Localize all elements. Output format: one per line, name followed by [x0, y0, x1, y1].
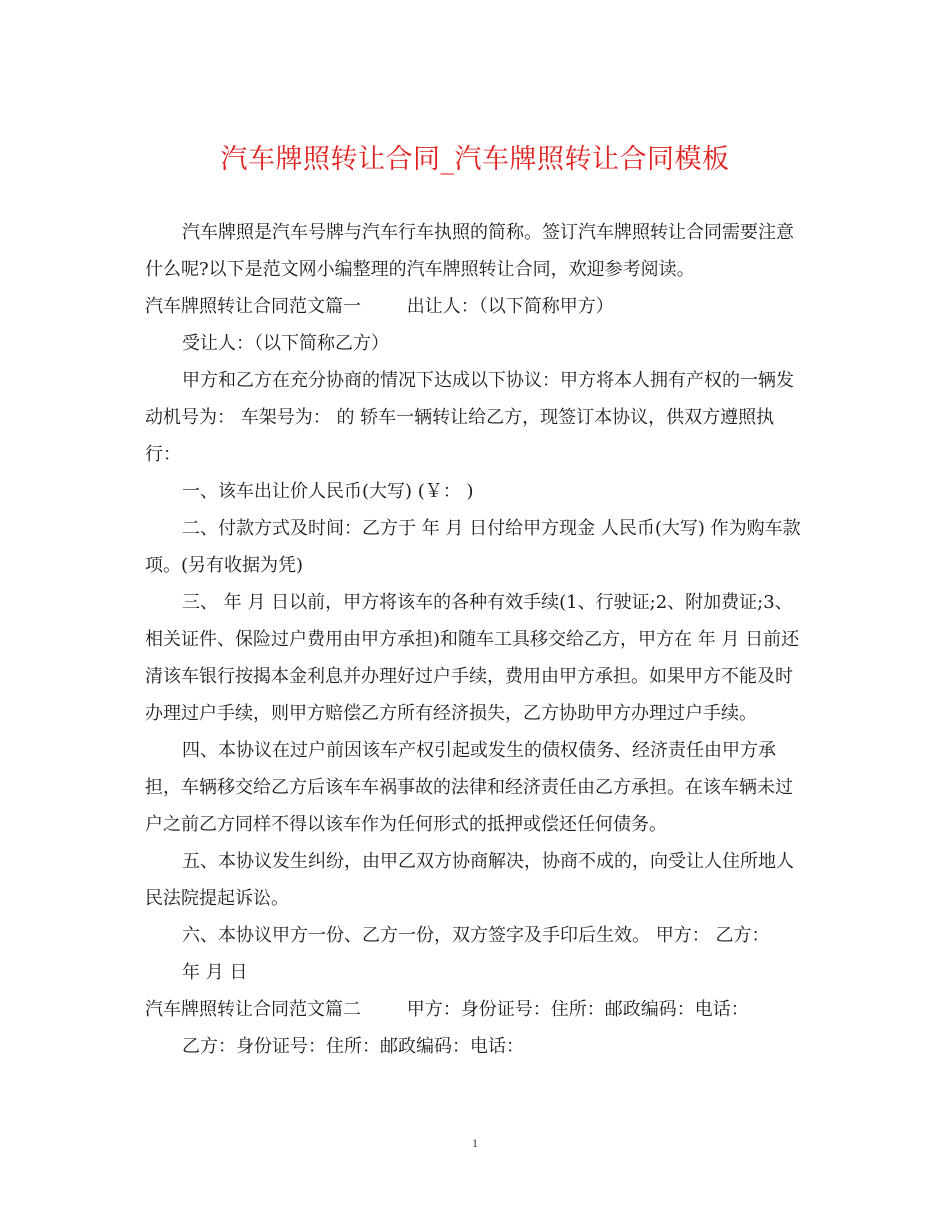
paragraph-sample1-heading: 汽车牌照转让合同范文篇一 出让人：（以下简称甲方） — [145, 296, 614, 317]
paragraph-clause-5: 五、本协议发生纠纷，由甲乙双方协商解决，协商不成的，向受让人住所地人民法院提起诉讼。 — [145, 851, 794, 909]
paragraph-clause-2: 二、付款方式及时间：乙方于 年 月 日付给甲方现金 人民币(大写) 作为购车款项。(另有收据为凭) — [145, 518, 801, 576]
paragraph-clause-3: 三、 年 月 日以前，甲方将该车的各种有效手续(1、行驶证;2、附加费证;3、相关证件、保险过户费用由甲方承担)和随车工具移交给乙方，甲方在 年 月 日前还清该车银行按揭本金利息并办理好过户手续，费用由甲方承担。如果甲方不能及时办理过户手续，则甲方赔偿乙方所有经济损失，乙方协助甲方办理过户手续。 — [145, 592, 800, 724]
paragraph-date-line: 年 月 日 — [182, 962, 248, 983]
paragraph-sample2-heading: 汽车牌照转让合同范文篇二 甲方：身份证号：住所：邮政编码：电话： — [145, 999, 749, 1020]
document-title: 汽车牌照转让合同_汽车牌照转让合同模板 — [220, 144, 730, 175]
paragraph-intro: 汽车牌照是汽车号牌与汽车行车执照的简称。签订汽车牌照转让合同需要注意什么呢?以下是范文网小编整理的汽车牌照转让合同，欢迎参考阅读。 — [145, 222, 794, 280]
page-number: 1 — [472, 1136, 478, 1150]
paragraph-agreement-intro: 甲方和乙方在充分协商的情况下达成以下协议：甲方将本人拥有产权的一辆发动机号为： 车架号为： 的 轿车一辆转让给乙方，现签订本协议，供双方遵照执行： — [145, 370, 794, 465]
paragraph-party-b: 乙方：身份证号：住所：邮政编码：电话： — [182, 1036, 524, 1057]
paragraph-clause-4: 四、本协议在过户前因该车产权引起或发生的债权债务、经济责任由甲方承担，车辆移交给乙方后该车车祸事故的法律和经济责任由乙方承担。在该车辆未过户之前乙方同样不得以该车作为任何形式的抵押或偿还任何债务。 — [145, 740, 793, 835]
paragraph-clause-6: 六、本协议甲方一份、乙方一份，双方签字及手印后生效。 甲方： 乙方： — [182, 925, 770, 946]
paragraph-clause-1: 一、该车出让价人民币(大写) (￥： ) — [182, 481, 474, 502]
document-body — [145, 214, 805, 1065]
paragraph-transferee: 受让人：（以下简称乙方） — [182, 333, 389, 354]
